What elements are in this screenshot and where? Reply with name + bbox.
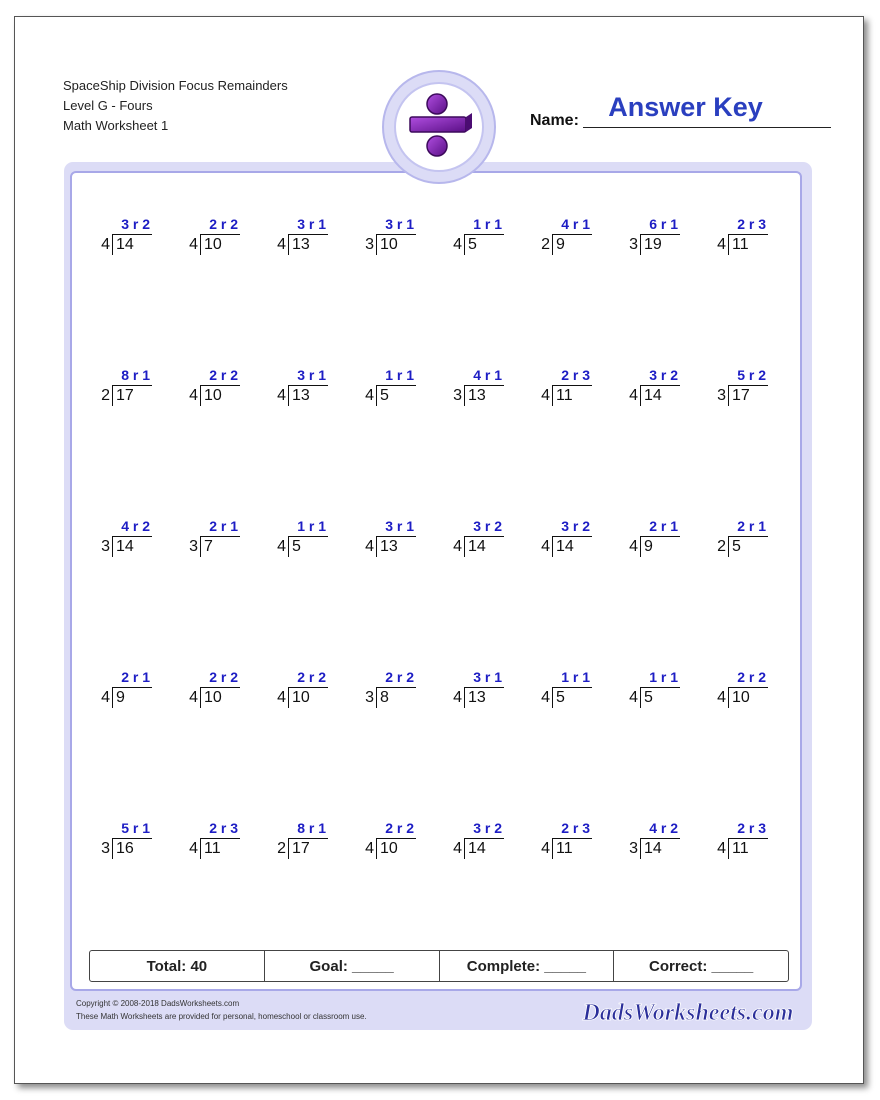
division-bracket — [376, 385, 377, 406]
division-bar — [640, 838, 680, 839]
division-bar — [728, 385, 768, 386]
divisor: 4 — [717, 840, 726, 857]
division-bar — [112, 838, 152, 839]
divisor: 2 — [277, 840, 286, 857]
divisor: 4 — [453, 236, 462, 253]
dividend: 17 — [116, 387, 134, 404]
worksheet-title: SpaceShip Division Focus Remainders — [63, 78, 288, 93]
dividend: 11 — [556, 387, 573, 404]
quotient-answer: 3 r 2 — [473, 820, 502, 836]
division-bracket — [552, 536, 553, 557]
division-bar — [552, 838, 592, 839]
division-bracket — [464, 234, 465, 255]
division-problem — [618, 518, 688, 558]
divisor: 3 — [189, 538, 198, 555]
quotient-answer: 2 r 2 — [737, 669, 766, 685]
division-problem — [618, 216, 688, 256]
name-label: Name: — [530, 112, 579, 129]
score-bar — [89, 950, 789, 982]
division-bracket — [288, 536, 289, 557]
usage-notice: These Math Worksheets are provided for personal, homeschool or classroom use. — [76, 1012, 367, 1021]
quotient-answer: 1 r 1 — [385, 367, 414, 383]
division-bracket — [376, 234, 377, 255]
division-bar — [552, 536, 592, 537]
divisor: 4 — [717, 689, 726, 706]
division-bar — [112, 234, 152, 235]
divisor: 3 — [453, 387, 462, 404]
dividend: 11 — [204, 840, 221, 857]
division-bracket — [728, 536, 729, 557]
division-bar — [640, 536, 680, 537]
quotient-answer: 2 r 1 — [737, 518, 766, 534]
division-problem — [354, 216, 424, 256]
quotient-answer: 2 r 2 — [297, 669, 326, 685]
division-bar — [288, 234, 328, 235]
divisor: 4 — [541, 689, 550, 706]
division-problem — [266, 216, 336, 256]
dividend: 5 — [380, 387, 389, 404]
dividend: 13 — [468, 387, 486, 404]
division-bar — [200, 385, 240, 386]
dividend: 9 — [116, 689, 125, 706]
divisor: 3 — [629, 236, 638, 253]
division-bracket — [640, 385, 641, 406]
dividend: 11 — [732, 236, 749, 253]
division-bar — [112, 687, 152, 688]
quotient-answer: 8 r 1 — [121, 367, 150, 383]
divisor: 2 — [101, 387, 110, 404]
division-problem — [530, 216, 600, 256]
brand-logo — [578, 996, 798, 1028]
division-bracket — [728, 234, 729, 255]
divisor: 4 — [277, 538, 286, 555]
division-problem — [266, 669, 336, 709]
division-bracket — [112, 687, 113, 708]
division-bracket — [640, 536, 641, 557]
quotient-answer: 3 r 1 — [385, 518, 414, 534]
division-problem — [266, 518, 336, 558]
divisor: 4 — [453, 840, 462, 857]
quotient-answer: 3 r 2 — [561, 518, 590, 534]
quotient-answer: 5 r 1 — [121, 820, 150, 836]
division-bracket — [464, 838, 465, 859]
divisor: 4 — [189, 387, 198, 404]
division-bracket — [288, 385, 289, 406]
dividend: 13 — [292, 236, 310, 253]
dividend: 10 — [380, 236, 398, 253]
division-bracket — [464, 687, 465, 708]
quotient-answer: 2 r 2 — [209, 216, 238, 232]
dividend: 9 — [644, 538, 653, 555]
quotient-answer: 3 r 1 — [297, 367, 326, 383]
division-bar — [200, 687, 240, 688]
dividend: 10 — [380, 840, 398, 857]
divisor: 3 — [717, 387, 726, 404]
division-bracket — [200, 536, 201, 557]
logo-badge — [382, 70, 496, 184]
divisor: 4 — [541, 387, 550, 404]
division-bar — [376, 234, 416, 235]
division-bracket — [552, 687, 553, 708]
division-problem — [178, 216, 248, 256]
complete-cell: Complete: _____ — [440, 951, 615, 981]
brand-logo-text: DadsWorksheets.com — [582, 1000, 794, 1026]
dividend: 5 — [556, 689, 565, 706]
division-bracket — [288, 234, 289, 255]
division-problem — [618, 820, 688, 860]
dividend: 17 — [732, 387, 750, 404]
division-bracket — [640, 234, 641, 255]
copyright-text: Copyright © 2008-2018 DadsWorksheets.com — [76, 999, 240, 1008]
quotient-answer: 4 r 1 — [561, 216, 590, 232]
quotient-answer: 1 r 1 — [649, 669, 678, 685]
division-bar — [640, 687, 680, 688]
division-problem — [618, 367, 688, 407]
division-problem — [442, 820, 512, 860]
quotient-answer: 5 r 2 — [737, 367, 766, 383]
division-bracket — [376, 536, 377, 557]
division-bracket — [200, 838, 201, 859]
division-bracket — [112, 234, 113, 255]
division-problem — [706, 367, 776, 407]
division-bracket — [728, 687, 729, 708]
divisor: 2 — [717, 538, 726, 555]
division-bar — [464, 838, 504, 839]
divisor: 3 — [365, 689, 374, 706]
division-bar — [200, 838, 240, 839]
divisor: 4 — [365, 387, 374, 404]
divisor: 4 — [189, 236, 198, 253]
division-problem — [442, 216, 512, 256]
division-bracket — [200, 234, 201, 255]
division-bracket — [200, 687, 201, 708]
division-problem — [90, 367, 160, 407]
division-problem — [706, 518, 776, 558]
divisor: 4 — [277, 236, 286, 253]
division-bracket — [112, 536, 113, 557]
division-symbol-icon — [396, 84, 482, 170]
quotient-answer: 1 r 1 — [473, 216, 502, 232]
division-problem — [178, 518, 248, 558]
division-bar — [376, 385, 416, 386]
division-bracket — [376, 838, 377, 859]
division-bar — [552, 687, 592, 688]
correct-cell: Correct: _____ — [649, 957, 754, 975]
quotient-answer: 3 r 1 — [297, 216, 326, 232]
quotient-answer: 3 r 1 — [385, 216, 414, 232]
division-problem — [618, 669, 688, 709]
division-problem — [442, 367, 512, 407]
divisor: 4 — [101, 236, 110, 253]
division-problem — [442, 518, 512, 558]
goal-cell: Goal: _____ — [265, 951, 440, 981]
division-problem — [354, 518, 424, 558]
dividend: 14 — [116, 538, 134, 555]
quotient-answer: 2 r 3 — [561, 367, 590, 383]
divisor: 3 — [365, 236, 374, 253]
dividend: 14 — [644, 840, 662, 857]
problem-area — [70, 171, 802, 991]
quotient-answer: 2 r 3 — [209, 820, 238, 836]
dividend: 14 — [556, 538, 574, 555]
worksheet-level: Level G - Fours — [63, 98, 153, 113]
division-problem — [706, 669, 776, 709]
division-problem — [530, 367, 600, 407]
division-bar — [376, 687, 416, 688]
division-bar — [640, 234, 680, 235]
divisor: 4 — [717, 236, 726, 253]
divisor: 3 — [101, 840, 110, 857]
quotient-answer: 3 r 2 — [649, 367, 678, 383]
dividend: 7 — [204, 538, 213, 555]
quotient-answer: 4 r 2 — [121, 518, 150, 534]
division-problem — [442, 669, 512, 709]
division-problem — [354, 669, 424, 709]
division-bracket — [640, 838, 641, 859]
dividend: 5 — [292, 538, 301, 555]
quotient-answer: 3 r 2 — [121, 216, 150, 232]
division-bar — [376, 838, 416, 839]
name-line — [583, 127, 831, 128]
division-problem — [90, 216, 160, 256]
divisor: 4 — [629, 689, 638, 706]
division-bracket — [552, 838, 553, 859]
dividend: 10 — [732, 689, 750, 706]
division-bar — [464, 234, 504, 235]
division-bar — [288, 687, 328, 688]
dividend: 9 — [556, 236, 565, 253]
dividend: 14 — [468, 538, 486, 555]
division-bracket — [112, 838, 113, 859]
dividend: 13 — [380, 538, 398, 555]
quotient-answer: 2 r 2 — [209, 367, 238, 383]
division-bar — [552, 234, 592, 235]
dividend: 19 — [644, 236, 662, 253]
dividend: 5 — [468, 236, 477, 253]
division-problem — [706, 820, 776, 860]
division-problem — [90, 820, 160, 860]
division-bracket — [288, 687, 289, 708]
quotient-answer: 3 r 2 — [473, 518, 502, 534]
division-bar — [112, 536, 152, 537]
division-bracket — [552, 385, 553, 406]
division-problem — [530, 669, 600, 709]
division-problem — [354, 820, 424, 860]
divisor: 4 — [629, 387, 638, 404]
divisor: 4 — [541, 840, 550, 857]
quotient-answer: 2 r 3 — [737, 820, 766, 836]
quotient-answer: 2 r 1 — [209, 518, 238, 534]
dividend: 13 — [292, 387, 310, 404]
division-bracket — [376, 687, 377, 708]
division-bar — [200, 234, 240, 235]
quotient-answer: 4 r 2 — [649, 820, 678, 836]
division-bracket — [640, 687, 641, 708]
division-bar — [728, 687, 768, 688]
quotient-answer: 2 r 1 — [121, 669, 150, 685]
division-bar — [552, 385, 592, 386]
divisor: 4 — [365, 840, 374, 857]
quotient-answer: 2 r 3 — [561, 820, 590, 836]
divisor: 4 — [541, 538, 550, 555]
division-bar — [112, 385, 152, 386]
dividend: 14 — [116, 236, 134, 253]
division-bar — [288, 536, 328, 537]
dividend: 5 — [644, 689, 653, 706]
dividend: 11 — [556, 840, 573, 857]
division-bar — [288, 385, 328, 386]
quotient-answer: 1 r 1 — [297, 518, 326, 534]
division-problem — [530, 518, 600, 558]
divisor: 4 — [189, 689, 198, 706]
division-bar — [200, 536, 240, 537]
division-bar — [464, 536, 504, 537]
dividend: 11 — [732, 840, 749, 857]
dividend: 13 — [468, 689, 486, 706]
dividend: 14 — [468, 840, 486, 857]
division-bar — [728, 536, 768, 537]
division-problem — [178, 669, 248, 709]
divisor: 4 — [453, 538, 462, 555]
divisor: 4 — [189, 840, 198, 857]
division-bar — [728, 838, 768, 839]
division-problem — [178, 367, 248, 407]
divisor: 4 — [101, 689, 110, 706]
division-problem — [90, 518, 160, 558]
divisor: 4 — [277, 689, 286, 706]
division-bracket — [112, 385, 113, 406]
division-problem — [354, 367, 424, 407]
quotient-answer: 2 r 2 — [209, 669, 238, 685]
division-bracket — [728, 385, 729, 406]
worksheet-number: Math Worksheet 1 — [63, 118, 169, 133]
division-bar — [376, 536, 416, 537]
quotient-answer: 2 r 3 — [737, 216, 766, 232]
division-problem — [266, 820, 336, 860]
division-bracket — [464, 536, 465, 557]
divisor: 2 — [541, 236, 550, 253]
quotient-answer: 3 r 1 — [473, 669, 502, 685]
quotient-answer: 1 r 1 — [561, 669, 590, 685]
division-problem — [178, 820, 248, 860]
dividend: 14 — [644, 387, 662, 404]
divisor: 4 — [629, 538, 638, 555]
division-bracket — [552, 234, 553, 255]
division-bar — [728, 234, 768, 235]
dividend: 17 — [292, 840, 310, 857]
division-bar — [464, 385, 504, 386]
division-bracket — [464, 385, 465, 406]
division-bracket — [288, 838, 289, 859]
division-bar — [640, 385, 680, 386]
divisor: 4 — [277, 387, 286, 404]
divisor: 4 — [453, 689, 462, 706]
dividend: 10 — [204, 387, 222, 404]
quotient-answer: 2 r 2 — [385, 669, 414, 685]
divisor: 4 — [365, 538, 374, 555]
divisor: 3 — [101, 538, 110, 555]
division-problem — [90, 669, 160, 709]
division-problem — [706, 216, 776, 256]
division-bracket — [728, 838, 729, 859]
division-problem — [266, 367, 336, 407]
division-problem — [530, 820, 600, 860]
dividend: 10 — [204, 689, 222, 706]
dividend: 16 — [116, 840, 134, 857]
divisor: 3 — [629, 840, 638, 857]
quotient-answer: 6 r 1 — [649, 216, 678, 232]
division-bar — [288, 838, 328, 839]
division-bar — [464, 687, 504, 688]
quotient-answer: 2 r 1 — [649, 518, 678, 534]
quotient-answer: 8 r 1 — [297, 820, 326, 836]
dividend: 10 — [292, 689, 310, 706]
answer-key-label: Answer Key — [608, 92, 763, 122]
dividend: 5 — [732, 538, 741, 555]
quotient-answer: 4 r 1 — [473, 367, 502, 383]
division-bracket — [200, 385, 201, 406]
dividend: 8 — [380, 689, 389, 706]
total-cell: Total: 40 — [90, 951, 265, 981]
quotient-answer: 2 r 2 — [385, 820, 414, 836]
dividend: 10 — [204, 236, 222, 253]
